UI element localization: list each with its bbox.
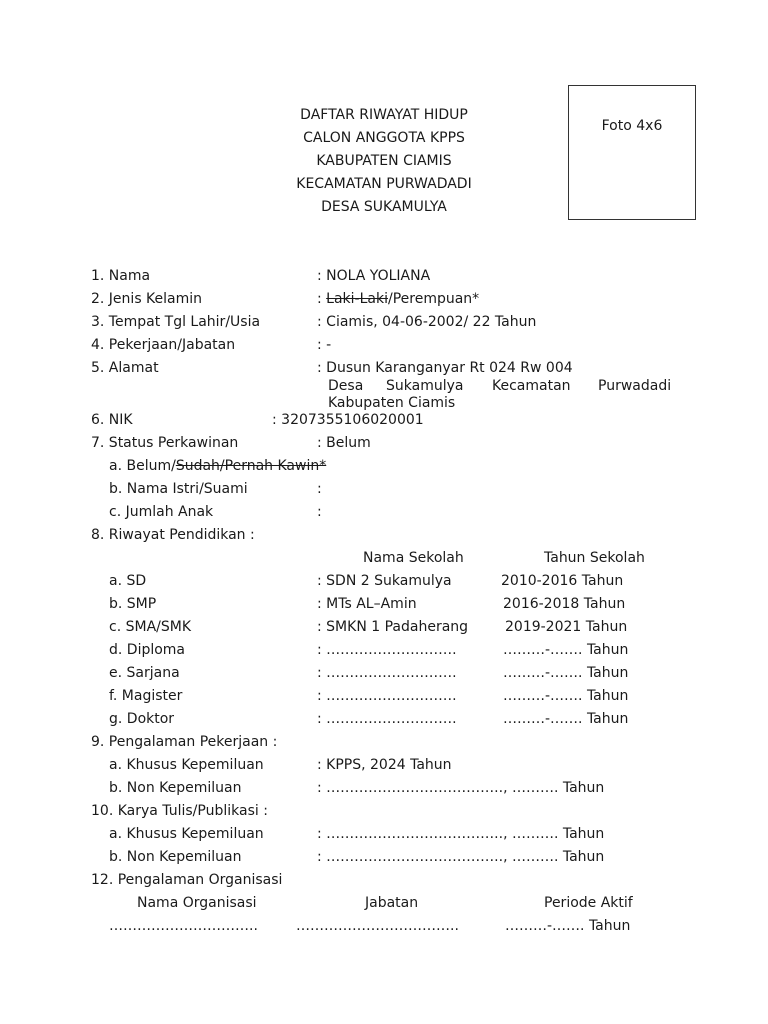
ttl-value: : Ciamis, 04-06-2002/ 22 Tahun bbox=[317, 314, 537, 330]
ttl-label: 3. Tempat Tgl Lahir/Usia bbox=[91, 314, 261, 330]
edu-level: a. SD bbox=[109, 573, 147, 589]
edu-year: ………-……. Tahun bbox=[503, 688, 629, 704]
organisasi-row-period: ………-……. Tahun bbox=[505, 918, 631, 934]
edu-year: 2016-2018 Tahun bbox=[503, 596, 626, 612]
jenis-kelamin-label: 2. Jenis Kelamin bbox=[91, 291, 203, 307]
edu-school: : SDN 2 Sukamulya bbox=[317, 573, 452, 589]
alamat-line-1: : Dusun Karanganyar Rt 024 Rw 004 bbox=[317, 360, 573, 376]
jenis-kelamin-value bbox=[317, 290, 479, 308]
edu-year: 2010-2016 Tahun bbox=[501, 573, 624, 589]
header-line-5: DESA SUKAMULYA bbox=[321, 199, 447, 215]
header-line-1: DAFTAR RIWAYAT HIDUP bbox=[300, 107, 468, 123]
edu-year: ………-……. Tahun bbox=[503, 711, 629, 727]
edu-school: : ………………………. bbox=[317, 642, 457, 658]
status-b-label: b. Nama Istri/Suami bbox=[109, 481, 248, 497]
karya-a-value: : ……………………………….., ………. Tahun bbox=[317, 826, 605, 842]
organisasi-label: 12. Pengalaman Organisasi bbox=[91, 872, 283, 888]
nik-label: 6. NIK bbox=[91, 412, 133, 428]
organisasi-col-period: Periode Aktif bbox=[544, 895, 633, 911]
edu-level: b. SMP bbox=[109, 596, 157, 612]
pekerjaan-value: : - bbox=[317, 337, 332, 353]
header-line-4: KECAMATAN PURWADADI bbox=[296, 176, 472, 192]
edu-level: g. Doktor bbox=[109, 711, 175, 727]
photo-box bbox=[568, 85, 696, 220]
edu-year: ………-……. Tahun bbox=[503, 642, 629, 658]
edu-school: : ………………………. bbox=[317, 665, 457, 681]
nik-value: : 3207355106020001 bbox=[272, 412, 424, 428]
edu-school: : ………………………. bbox=[317, 688, 457, 704]
karya-a-label: a. Khusus Kepemiluan bbox=[109, 826, 264, 842]
jenis-kelamin-colon: : bbox=[317, 291, 327, 307]
edu-year: ………-……. Tahun bbox=[503, 665, 629, 681]
organisasi-col-name: Nama Organisasi bbox=[137, 895, 257, 911]
status-c-value: : bbox=[317, 504, 322, 520]
alamat-label: 5. Alamat bbox=[91, 360, 159, 376]
status-c-label: c. Jumlah Anak bbox=[109, 504, 214, 520]
pekerjaan-label: 4. Pekerjaan/Jabatan bbox=[91, 337, 236, 353]
organisasi-col-role: Jabatan bbox=[365, 895, 419, 911]
edu-level: c. SMA/SMK bbox=[109, 619, 192, 635]
jenis-kelamin-struck: Laki-Laki bbox=[326, 291, 388, 307]
status-a-struck: Sudah/Pernah Kawin* bbox=[175, 458, 327, 474]
alamat-word-2: Sukamulya bbox=[386, 378, 464, 394]
edu-school: : ………………………. bbox=[317, 711, 457, 727]
pengalaman-a-value: : KPPS, 2024 Tahun bbox=[317, 757, 452, 773]
pengalaman-a-label: a. Khusus Kepemiluan bbox=[109, 757, 264, 773]
organisasi-row-name: ………………………….. bbox=[109, 918, 258, 934]
photo-label: Foto 4x6 bbox=[601, 118, 663, 134]
header-line-3: KABUPATEN CIAMIS bbox=[316, 153, 452, 169]
pendidikan-col-school: Nama Sekolah bbox=[363, 550, 464, 566]
edu-year: 2019-2021 Tahun bbox=[505, 619, 628, 635]
status-b-value: : bbox=[317, 481, 322, 497]
edu-level: d. Diploma bbox=[109, 642, 186, 658]
nama-value: : NOLA YOLIANA bbox=[317, 268, 431, 284]
edu-school: : SMKN 1 Padaherang bbox=[317, 619, 469, 635]
karya-b-value: : ……………………………….., ………. Tahun bbox=[317, 849, 605, 865]
pengalaman-label: 9. Pengalaman Pekerjaan : bbox=[91, 734, 278, 750]
pengalaman-b-value: : ……………………………….., ………. Tahun bbox=[317, 780, 605, 796]
pendidikan-col-year: Tahun Sekolah bbox=[544, 550, 645, 566]
alamat-word-3: Kecamatan bbox=[492, 378, 571, 394]
status-value: : Belum bbox=[317, 435, 371, 451]
alamat-line-3: Kabupaten Ciamis bbox=[328, 395, 456, 411]
alamat-word-1: Desa bbox=[328, 378, 364, 394]
header-line-2: CALON ANGGOTA KPPS bbox=[303, 130, 465, 146]
status-a bbox=[109, 457, 326, 475]
jenis-kelamin-rest: /Perempuan* bbox=[387, 291, 480, 307]
karya-label: 10. Karya Tulis/Publikasi : bbox=[91, 803, 268, 819]
edu-school: : MTs AL–Amin bbox=[317, 596, 417, 612]
pengalaman-b-label: b. Non Kepemiluan bbox=[109, 780, 242, 796]
nama-label: 1. Nama bbox=[91, 268, 151, 284]
karya-b-label: b. Non Kepemiluan bbox=[109, 849, 242, 865]
edu-level: f. Magister bbox=[109, 688, 183, 704]
alamat-word-4: Purwadadi bbox=[598, 378, 672, 394]
status-label: 7. Status Perkawinan bbox=[91, 435, 239, 451]
edu-level: e. Sarjana bbox=[109, 665, 180, 681]
organisasi-row-role: …………………………….. bbox=[296, 918, 459, 934]
pendidikan-label: 8. Riwayat Pendidikan : bbox=[91, 527, 255, 543]
status-a-prefix: a. Belum/ bbox=[109, 458, 176, 474]
